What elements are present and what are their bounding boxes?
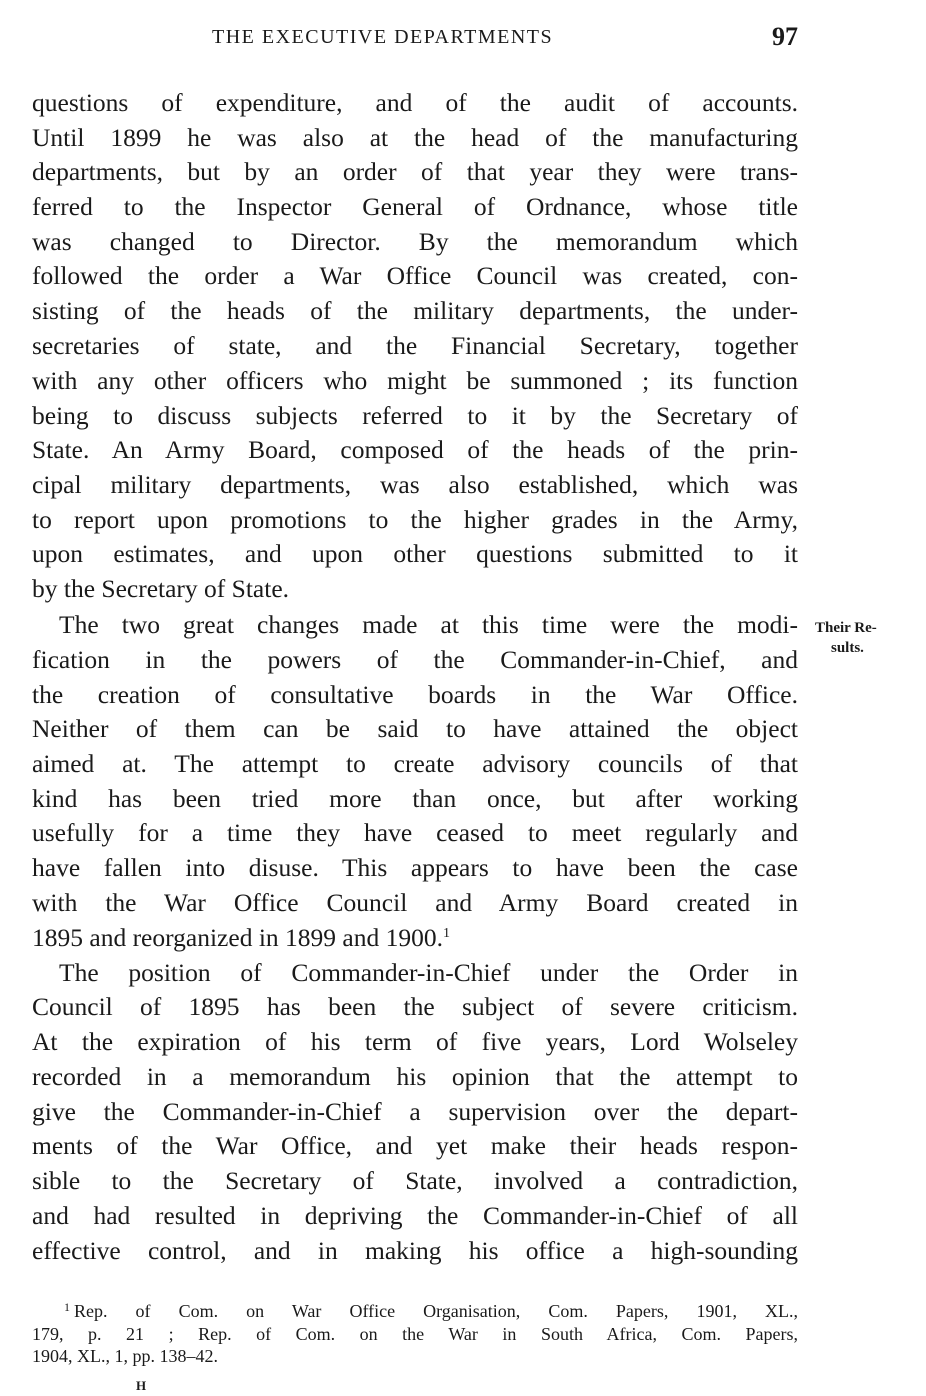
footnote-line: 179, p. 21 ; Rep. of Com. on the War in South Africa, Com. Papers, bbox=[32, 1324, 798, 1344]
text-line: secretaries of state, and the Financial Secretary, together bbox=[32, 331, 798, 360]
text-line: The position of Commander-in-Chief under the Order in bbox=[59, 958, 798, 987]
text-line: sible to the Secretary of State, involved a contradiction, bbox=[32, 1166, 798, 1195]
text-line: to report upon promotions to the higher grades in the Army, bbox=[32, 505, 798, 534]
footnote-mark: 1 bbox=[64, 1300, 70, 1314]
text-line: 1895 and reorganized in 1899 and 1900. bbox=[32, 923, 443, 952]
text-line: fication in the powers of the Commander-in-Chief, and bbox=[32, 645, 798, 674]
margin-note-line: sults. bbox=[831, 640, 864, 656]
text-line: The two great changes made at this time were the modi- bbox=[59, 610, 798, 639]
running-head bbox=[32, 22, 798, 54]
margin-note bbox=[815, 618, 915, 658]
text-line: the creation of consultative boards in the War Office. bbox=[32, 680, 798, 709]
footnote-line bbox=[64, 1300, 798, 1322]
text-line: usefully for a time they have ceased to meet regularly and bbox=[32, 818, 798, 847]
footnote-line: 1904, XL., 1, pp. 138–42. bbox=[32, 1346, 218, 1366]
text-line: effective control, and in making his office a high-sounding bbox=[32, 1236, 798, 1265]
running-title: THE EXECUTIVE DEPARTMENTS bbox=[212, 26, 554, 48]
text-line-with-footnote-ref bbox=[32, 921, 798, 955]
text-line: At the expiration of his term of five years, Lord Wolseley bbox=[32, 1027, 798, 1056]
text-line: Neither of them can be said to have attained the object bbox=[32, 714, 798, 743]
text-line: was changed to Director. By the memorandum which bbox=[32, 227, 798, 256]
text-line: with the War Office Council and Army Board created in bbox=[32, 888, 798, 917]
text-line: ferred to the Inspector General of Ordnance, whose title bbox=[32, 192, 798, 221]
footnote-text: Rep. of Com. on War Office Organisation, Com. Papers, 1901, XL., bbox=[74, 1301, 798, 1321]
margin-note-line: Their Re- bbox=[815, 620, 877, 636]
text-line: departments, but by an order of that year they were trans- bbox=[32, 157, 798, 186]
text-line: aimed at. The attempt to create advisory councils of that bbox=[32, 749, 798, 778]
text-line: cipal military departments, was also established, which was bbox=[32, 470, 798, 499]
text-line: with any other officers who might be summoned ; its function bbox=[32, 366, 798, 395]
text-line: recorded in a memorandum his opinion that the attempt to bbox=[32, 1062, 798, 1091]
text-line: by the Secretary of State. bbox=[32, 574, 290, 603]
text-line: upon estimates, and upon other questions submitted to it bbox=[32, 539, 798, 568]
text-line: sisting of the heads of the military departments, the under- bbox=[32, 296, 798, 325]
signature-mark: H bbox=[136, 1378, 147, 1393]
text-line: Council of 1895 has been the subject of severe criticism. bbox=[32, 992, 798, 1021]
text-line: give the Commander-in-Chief a supervision over the depart- bbox=[32, 1097, 798, 1126]
page-number: 97 bbox=[772, 22, 798, 51]
text-line: followed the order a War Office Council was created, con- bbox=[32, 261, 798, 290]
text-line: State. An Army Board, composed of the heads of the prin- bbox=[32, 435, 798, 464]
text-line: being to discuss subjects referred to it by the Secretary of bbox=[32, 401, 798, 430]
text-line: Until 1899 he was also at the head of the manufacturing bbox=[32, 123, 798, 152]
text-line: and had resulted in depriving the Commander-in-Chief of all bbox=[32, 1201, 798, 1230]
text-line: kind has been tried more than once, but after working bbox=[32, 784, 798, 813]
text-line: questions of expenditure, and of the audit of accounts. bbox=[32, 88, 798, 117]
text-line: ments of the War Office, and yet make their heads respon- bbox=[32, 1131, 798, 1160]
footnote-ref: 1 bbox=[442, 926, 450, 941]
text-line: have fallen into disuse. This appears to have been the case bbox=[32, 853, 798, 882]
